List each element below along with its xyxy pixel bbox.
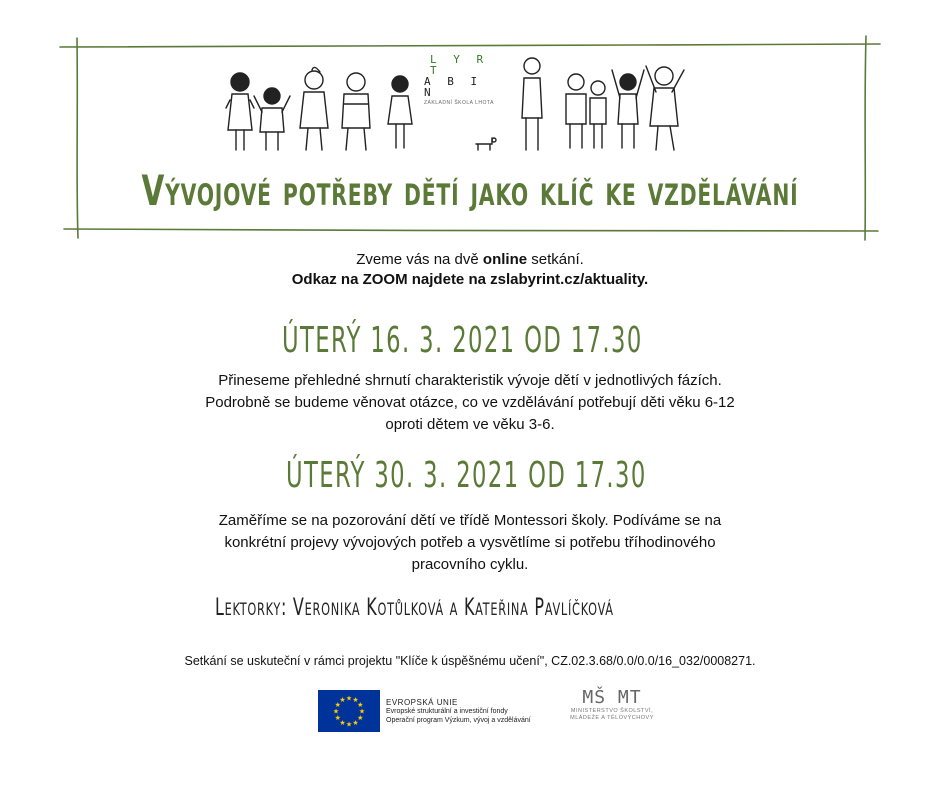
msmt-logo <box>566 688 658 736</box>
invitation-prefix: Zveme vás na dvě <box>356 251 483 268</box>
eu-star: ★ <box>357 702 364 709</box>
invitation-line-2 <box>0 270 940 290</box>
eu-star: ★ <box>357 715 364 722</box>
page-title: Vývojové potřeby dětí jako klíč ke vzdělávání <box>141 166 799 215</box>
zoom-link-text: Odkaz na ZOOM najdete na zslabyrint.cz/aktuality. <box>291 271 649 288</box>
child-figure-5 <box>388 76 412 148</box>
invitation-line-1 <box>0 250 940 270</box>
child-figure-8 <box>612 70 644 148</box>
eu-star: ★ <box>352 697 359 705</box>
eu-flag-icon <box>318 690 380 732</box>
child-figure-9 <box>646 66 684 150</box>
project-note: Setkání se uskuteční v rámci projektu "Klíče k úspěšnému učení", CZ.02.3.68/0.0/0.0/16_032/0008271. <box>184 654 756 668</box>
session-1-line-1: Přineseme přehledné shrnutí charakteristik vývoje dětí v jednotlivých fázích. <box>218 372 722 389</box>
logo-top-letters: L Y R T <box>430 53 489 77</box>
eu-text <box>386 698 531 725</box>
invitation-online: online <box>482 251 528 268</box>
child-figure-7 <box>590 81 606 148</box>
eu-line-2: Evropské strukturální a investiční fondy <box>386 707 508 715</box>
logo-bottom-letters: A B I N <box>424 75 483 99</box>
eu-heading: EVROPSKÁ UNIE <box>386 697 458 707</box>
eu-star: ★ <box>352 719 359 727</box>
eu-star: ★ <box>345 721 353 729</box>
session-2-line-3: pracovního cyklu. <box>411 556 529 573</box>
session-2-description <box>150 510 790 576</box>
session-1-line-2: Podrobně se budeme věnovat otázce, co ve vzdělávání potřebují děti věku 6-12 <box>205 394 735 411</box>
session-1-line-3: oproti dětem ve věku 3-6. <box>385 416 555 433</box>
child-figure-4 <box>342 73 370 150</box>
eu-line-3: Operační program Výzkum, vývoj a vzdělávání <box>386 716 531 724</box>
dog-figure <box>476 138 496 150</box>
lecturers-line: Lektorky: Veronika Kotůlková a Kateřina Pavlíčková <box>215 593 614 621</box>
logo-caption: ZÁKLADNÍ ŠKOLA LHOTA <box>424 100 494 106</box>
eu-star: ★ <box>358 708 366 716</box>
school-logo <box>424 53 494 106</box>
msmt-line-2: MLÁDEŽE A TĚLOVÝCHOVY <box>570 715 654 721</box>
child-figure-6 <box>566 74 586 148</box>
invitation-suffix: setkání. <box>527 251 584 268</box>
eu-star: ★ <box>334 715 341 722</box>
adult-figure <box>522 58 542 150</box>
msmt-line-1: MINISTERSTVO ŠKOLSTVÍ, <box>570 708 654 714</box>
eu-star: ★ <box>334 702 341 709</box>
session-1-description <box>150 370 790 436</box>
msmt-mark: MŠ MT <box>582 687 642 708</box>
session-2-date: ÚTERÝ 30. 3. 2021 OD 17.30 <box>286 455 647 496</box>
invitation-block <box>0 250 940 290</box>
child-figure-3 <box>300 67 328 150</box>
child-figure-2 <box>254 88 290 150</box>
eu-star: ★ <box>339 719 346 727</box>
eu-logo-block <box>318 690 608 732</box>
eu-star: ★ <box>332 708 340 716</box>
child-figure-1 <box>226 73 254 150</box>
eu-star: ★ <box>345 695 353 703</box>
session-2-line-2: konkrétní projevy vývojových potřeb a vysvětlíme si potřebu tříhodinového <box>224 534 716 551</box>
session-2-line-1: Zaměříme se na pozorování dětí ve třídě Montessori školy. Podíváme se na <box>218 512 722 529</box>
session-1-date: ÚTERÝ 16. 3. 2021 OD 17.30 <box>282 320 643 361</box>
eu-star: ★ <box>339 697 346 705</box>
